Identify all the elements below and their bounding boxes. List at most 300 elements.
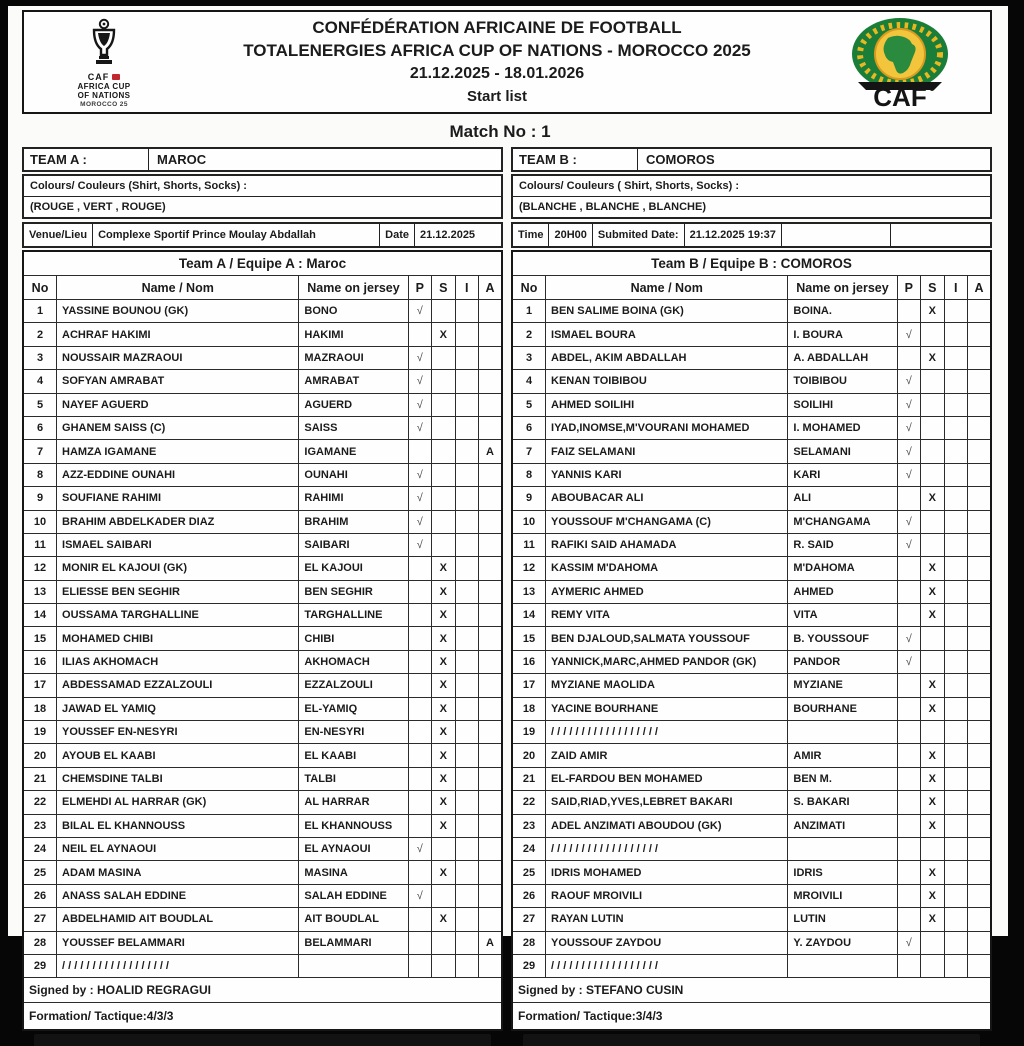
player-row bbox=[512, 884, 991, 907]
mark-p bbox=[897, 767, 920, 790]
mark-a bbox=[968, 580, 992, 603]
mark-i bbox=[944, 346, 967, 369]
player-row bbox=[23, 346, 502, 369]
player-name: YANNICK,MARC,AHMED PANDOR (GK) bbox=[546, 650, 788, 673]
mark-a bbox=[479, 323, 503, 346]
player-name: FAIZ SELAMANI bbox=[546, 440, 788, 463]
team-a-table-title-row bbox=[23, 251, 502, 276]
mark-p bbox=[408, 580, 431, 603]
jersey-name: AIT BOUDLAL bbox=[299, 908, 408, 931]
player-row bbox=[512, 954, 991, 977]
team-b-info bbox=[511, 147, 992, 248]
mark-p: √ bbox=[897, 323, 920, 346]
mark-s: X bbox=[432, 744, 455, 767]
mark-s: X bbox=[432, 767, 455, 790]
team-b-column-headers bbox=[512, 276, 991, 300]
mark-i bbox=[455, 954, 478, 977]
player-row bbox=[23, 884, 502, 907]
mark-s: X bbox=[432, 604, 455, 627]
player-name: GHANEM SAISS (C) bbox=[57, 416, 299, 439]
player-name: JAWAD EL YAMIQ bbox=[57, 697, 299, 720]
jersey-name: I. BOURA bbox=[788, 323, 897, 346]
mark-p bbox=[408, 440, 431, 463]
mark-s: X bbox=[432, 908, 455, 931]
team-b-table-title: Team B / Equipe B : COMOROS bbox=[512, 251, 991, 276]
mark-s bbox=[432, 346, 455, 369]
player-row bbox=[23, 931, 502, 954]
player-name: BEN DJALOUD,SALMATA YOUSSOUF bbox=[546, 627, 788, 650]
mark-i bbox=[944, 721, 967, 744]
mark-p bbox=[408, 323, 431, 346]
mark-i bbox=[455, 580, 478, 603]
mark-s: X bbox=[921, 580, 944, 603]
mark-p bbox=[408, 674, 431, 697]
afcon-logo bbox=[24, 16, 184, 109]
player-name: / / / / / / / / / / / / / / / / / / bbox=[546, 837, 788, 860]
mark-a bbox=[479, 533, 503, 556]
mark-i bbox=[944, 557, 967, 580]
mark-i bbox=[455, 604, 478, 627]
mark-i bbox=[455, 323, 478, 346]
jersey-name: AMRABAT bbox=[299, 370, 408, 393]
mark-a bbox=[479, 721, 503, 744]
match-number: Match No : 1 bbox=[449, 122, 551, 141]
player-number: 12 bbox=[23, 557, 57, 580]
team-a-colours-value: (ROUGE , VERT , ROUGE) bbox=[30, 201, 166, 213]
col-a: A bbox=[968, 276, 992, 300]
mark-s: X bbox=[921, 861, 944, 884]
player-row bbox=[23, 580, 502, 603]
player-name: AZZ-EDDINE OUNAHI bbox=[57, 463, 299, 486]
team-b-colours-box bbox=[511, 174, 992, 219]
jersey-name: M'CHANGAMA bbox=[788, 510, 897, 533]
mark-i bbox=[944, 604, 967, 627]
player-number: 10 bbox=[512, 510, 546, 533]
player-number: 3 bbox=[512, 346, 546, 369]
player-number: 1 bbox=[512, 300, 546, 323]
mark-a bbox=[479, 884, 503, 907]
col-no: No bbox=[512, 276, 546, 300]
jersey-name: EL KHANNOUSS bbox=[299, 814, 408, 837]
mark-i bbox=[944, 533, 967, 556]
mark-s bbox=[921, 510, 944, 533]
venue-value: Complexe Sportif Prince Moulay Abdallah bbox=[93, 224, 380, 246]
mark-i bbox=[455, 416, 478, 439]
tournament-title: TOTALENERGIES AFRICA CUP OF NATIONS - MOROCCO 2025 bbox=[243, 40, 751, 60]
jersey-name: TARGHALLINE bbox=[299, 604, 408, 627]
player-name: / / / / / / / / / / / / / / / / / / bbox=[546, 721, 788, 744]
mark-s bbox=[921, 533, 944, 556]
venue-label: Venue/Lieu bbox=[24, 224, 93, 246]
mark-a bbox=[479, 463, 503, 486]
player-name: RAYAN LUTIN bbox=[546, 908, 788, 931]
mark-s: X bbox=[432, 861, 455, 884]
mark-s: X bbox=[432, 721, 455, 744]
jersey-name: ALI bbox=[788, 487, 897, 510]
team-a-label: TEAM A : bbox=[24, 149, 149, 170]
player-name: IYAD,INOMSE,M'VOURANI MOHAMED bbox=[546, 416, 788, 439]
player-row bbox=[23, 463, 502, 486]
player-number: 18 bbox=[23, 697, 57, 720]
player-name: ANASS SALAH EDDINE bbox=[57, 884, 299, 907]
mark-i bbox=[455, 721, 478, 744]
mark-p bbox=[897, 721, 920, 744]
afcon-logo-line3: MOROCCO 25 bbox=[80, 100, 128, 108]
mark-a bbox=[968, 323, 992, 346]
player-number: 5 bbox=[23, 393, 57, 416]
player-number: 13 bbox=[23, 580, 57, 603]
mark-s bbox=[921, 393, 944, 416]
player-name: YANNIS KARI bbox=[546, 463, 788, 486]
player-row bbox=[23, 487, 502, 510]
time-value: 20H00 bbox=[549, 224, 592, 246]
player-row bbox=[512, 861, 991, 884]
player-number: 2 bbox=[512, 323, 546, 346]
mark-i bbox=[455, 627, 478, 650]
col-p: P bbox=[408, 276, 431, 300]
mark-p: √ bbox=[897, 416, 920, 439]
player-row bbox=[512, 580, 991, 603]
mark-a bbox=[479, 814, 503, 837]
time-row bbox=[511, 222, 992, 248]
mark-s: X bbox=[921, 791, 944, 814]
date-label: Date bbox=[380, 224, 415, 246]
player-number: 2 bbox=[23, 323, 57, 346]
mark-a bbox=[479, 416, 503, 439]
player-number: 27 bbox=[23, 908, 57, 931]
jersey-name: BRAHIM bbox=[299, 510, 408, 533]
time-label: Time bbox=[513, 224, 549, 246]
player-name: CHEMSDINE TALBI bbox=[57, 767, 299, 790]
col-name: Name / Nom bbox=[546, 276, 788, 300]
team-a-signed-row bbox=[23, 978, 502, 1003]
player-name: MOHAMED CHIBI bbox=[57, 627, 299, 650]
mark-i bbox=[944, 416, 967, 439]
mark-i bbox=[455, 814, 478, 837]
player-name: ABDESSAMAD EZZALZOULI bbox=[57, 674, 299, 697]
player-row bbox=[512, 604, 991, 627]
col-a: A bbox=[479, 276, 503, 300]
document-header bbox=[22, 10, 992, 114]
team-b-colours-value: (BLANCHE , BLANCHE , BLANCHE) bbox=[519, 201, 706, 213]
mark-a bbox=[968, 697, 992, 720]
mark-p: √ bbox=[408, 837, 431, 860]
player-row bbox=[23, 791, 502, 814]
player-number: 23 bbox=[512, 814, 546, 837]
mark-s: X bbox=[921, 908, 944, 931]
morocco-flag-icon bbox=[112, 74, 120, 80]
mark-i bbox=[455, 440, 478, 463]
mark-a bbox=[968, 791, 992, 814]
jersey-name: SAISS bbox=[299, 416, 408, 439]
player-row bbox=[23, 744, 502, 767]
mark-s: X bbox=[921, 300, 944, 323]
mark-p bbox=[408, 557, 431, 580]
mark-a bbox=[479, 650, 503, 673]
mark-p bbox=[897, 861, 920, 884]
jersey-name: EZZALZOULI bbox=[299, 674, 408, 697]
player-name: YOUSSEF BELAMMARI bbox=[57, 931, 299, 954]
team-a-formation-row bbox=[23, 1003, 502, 1031]
jersey-name: PANDOR bbox=[788, 650, 897, 673]
mark-p bbox=[897, 908, 920, 931]
mark-p: √ bbox=[897, 463, 920, 486]
mark-s bbox=[432, 533, 455, 556]
start-list-document bbox=[8, 6, 1008, 1024]
mark-i bbox=[455, 557, 478, 580]
mark-p: √ bbox=[408, 487, 431, 510]
player-name: ELIESSE BEN SEGHIR bbox=[57, 580, 299, 603]
mark-i bbox=[455, 791, 478, 814]
mark-s: X bbox=[921, 697, 944, 720]
player-number: 21 bbox=[23, 767, 57, 790]
mark-p: √ bbox=[408, 510, 431, 533]
player-row bbox=[512, 650, 991, 673]
jersey-name: EN-NESYRI bbox=[299, 721, 408, 744]
mark-a bbox=[968, 744, 992, 767]
team-b-label: TEAM B : bbox=[513, 149, 638, 170]
mark-s bbox=[921, 440, 944, 463]
jersey-name: A. ABDALLAH bbox=[788, 346, 897, 369]
mark-i bbox=[944, 323, 967, 346]
mark-p bbox=[897, 674, 920, 697]
mark-p: √ bbox=[897, 533, 920, 556]
mark-i bbox=[944, 837, 967, 860]
next-section-header-bar bbox=[523, 1034, 980, 1046]
mark-a bbox=[479, 954, 503, 977]
player-number: 19 bbox=[512, 721, 546, 744]
mark-a bbox=[479, 604, 503, 627]
player-number: 26 bbox=[23, 884, 57, 907]
jersey-name: MASINA bbox=[299, 861, 408, 884]
player-number: 28 bbox=[23, 931, 57, 954]
player-row bbox=[512, 300, 991, 323]
mark-a bbox=[479, 300, 503, 323]
mark-i bbox=[944, 370, 967, 393]
mark-p: √ bbox=[408, 533, 431, 556]
player-name: RAFIKI SAID AHAMADA bbox=[546, 533, 788, 556]
player-name: BEN SALIME BOINA (GK) bbox=[546, 300, 788, 323]
mark-i bbox=[455, 674, 478, 697]
jersey-name: AKHOMACH bbox=[299, 650, 408, 673]
mark-i bbox=[944, 767, 967, 790]
mark-i bbox=[455, 510, 478, 533]
mark-p bbox=[408, 650, 431, 673]
mark-i bbox=[944, 627, 967, 650]
player-number: 11 bbox=[512, 533, 546, 556]
mark-a bbox=[968, 674, 992, 697]
mark-p: √ bbox=[897, 440, 920, 463]
mark-i bbox=[944, 931, 967, 954]
jersey-name: ANZIMATI bbox=[788, 814, 897, 837]
tournament-dates: 21.12.2025 - 18.01.2026 bbox=[409, 64, 585, 82]
player-number: 17 bbox=[23, 674, 57, 697]
team-b-formation-row bbox=[512, 1003, 991, 1031]
caf-emblem-icon bbox=[840, 16, 960, 112]
mark-s bbox=[432, 300, 455, 323]
next-section-header-bar bbox=[34, 1034, 491, 1046]
mark-s: X bbox=[921, 767, 944, 790]
player-row bbox=[512, 721, 991, 744]
mark-a bbox=[968, 931, 992, 954]
jersey-name: BOURHANE bbox=[788, 697, 897, 720]
player-name: SOUFIANE RAHIMI bbox=[57, 487, 299, 510]
mark-i bbox=[455, 650, 478, 673]
player-number: 9 bbox=[512, 487, 546, 510]
mark-s: X bbox=[432, 697, 455, 720]
mark-p: √ bbox=[408, 370, 431, 393]
player-name: NEIL EL AYNAOUI bbox=[57, 837, 299, 860]
mark-a bbox=[479, 487, 503, 510]
mark-i bbox=[944, 487, 967, 510]
player-name: KENAN TOIBIBOU bbox=[546, 370, 788, 393]
player-row bbox=[512, 323, 991, 346]
team-a-colours-box bbox=[22, 174, 503, 219]
jersey-name: B. YOUSSOUF bbox=[788, 627, 897, 650]
jersey-name: EL KAABI bbox=[299, 744, 408, 767]
mark-i bbox=[944, 510, 967, 533]
mark-a bbox=[968, 557, 992, 580]
player-row bbox=[512, 814, 991, 837]
player-row bbox=[23, 393, 502, 416]
player-name: SAID,RIAD,YVES,LEBRET BAKARI bbox=[546, 791, 788, 814]
submitted-value: 21.12.2025 19:37 bbox=[685, 224, 782, 246]
jersey-name: IDRIS bbox=[788, 861, 897, 884]
mark-i bbox=[455, 463, 478, 486]
mark-i bbox=[455, 908, 478, 931]
mark-p bbox=[897, 604, 920, 627]
mark-a bbox=[968, 440, 992, 463]
player-name: ELMEHDI AL HARRAR (GK) bbox=[57, 791, 299, 814]
jersey-name: RAHIMI bbox=[299, 487, 408, 510]
col-name: Name / Nom bbox=[57, 276, 299, 300]
player-row bbox=[23, 650, 502, 673]
player-name: HAMZA IGAMANE bbox=[57, 440, 299, 463]
team-b-row bbox=[511, 147, 992, 172]
mark-a bbox=[968, 954, 992, 977]
mark-p: √ bbox=[897, 370, 920, 393]
mark-i bbox=[455, 861, 478, 884]
mark-a bbox=[479, 510, 503, 533]
player-number: 12 bbox=[512, 557, 546, 580]
mark-a bbox=[479, 767, 503, 790]
jersey-name: I. MOHAMED bbox=[788, 416, 897, 439]
player-number: 1 bbox=[23, 300, 57, 323]
player-number: 27 bbox=[512, 908, 546, 931]
mark-s: X bbox=[921, 604, 944, 627]
jersey-name: BELAMMARI bbox=[299, 931, 408, 954]
player-name: ISMAEL SAIBARI bbox=[57, 533, 299, 556]
mark-p bbox=[897, 697, 920, 720]
mark-s: X bbox=[432, 791, 455, 814]
mark-i bbox=[944, 884, 967, 907]
player-name: KASSIM M'DAHOMA bbox=[546, 557, 788, 580]
player-name: EL-FARDOU BEN MOHAMED bbox=[546, 767, 788, 790]
mark-a bbox=[968, 346, 992, 369]
player-name: YACINE BOURHANE bbox=[546, 697, 788, 720]
mark-a bbox=[479, 580, 503, 603]
player-row bbox=[23, 416, 502, 439]
mark-a bbox=[968, 533, 992, 556]
jersey-name: SOILIHI bbox=[788, 393, 897, 416]
mark-a bbox=[968, 861, 992, 884]
mark-a bbox=[968, 721, 992, 744]
mark-a bbox=[968, 604, 992, 627]
mark-p: √ bbox=[408, 300, 431, 323]
jersey-name: BEN M. bbox=[788, 767, 897, 790]
mark-i bbox=[455, 393, 478, 416]
mark-i bbox=[944, 393, 967, 416]
player-row bbox=[512, 627, 991, 650]
empty-cell bbox=[891, 224, 990, 246]
mark-s bbox=[921, 370, 944, 393]
jersey-name: MROIVILI bbox=[788, 884, 897, 907]
jersey-name: AHMED bbox=[788, 580, 897, 603]
mark-a bbox=[968, 908, 992, 931]
player-number: 20 bbox=[23, 744, 57, 767]
mark-s bbox=[432, 931, 455, 954]
player-number: 25 bbox=[23, 861, 57, 884]
team-b-name: COMOROS bbox=[646, 152, 715, 167]
player-number: 15 bbox=[512, 627, 546, 650]
col-jersey: Name on jersey bbox=[299, 276, 408, 300]
player-row bbox=[23, 627, 502, 650]
player-name: ILIAS AKHOMACH bbox=[57, 650, 299, 673]
player-row bbox=[512, 744, 991, 767]
roster-tables bbox=[22, 250, 992, 1046]
jersey-name: M'DAHOMA bbox=[788, 557, 897, 580]
mark-s bbox=[432, 954, 455, 977]
col-jersey: Name on jersey bbox=[788, 276, 897, 300]
team-a-column-headers bbox=[23, 276, 502, 300]
team-a-name: MAROC bbox=[157, 152, 207, 167]
team-b-signed-by: Signed by : STEFANO CUSIN bbox=[512, 978, 991, 1003]
mark-p bbox=[408, 744, 431, 767]
player-name: ADEL ANZIMATI ABOUDOU (GK) bbox=[546, 814, 788, 837]
team-a-colours-label: Colours/ Couleurs (Shirt, Shorts, Socks) : bbox=[24, 176, 501, 197]
player-name: YOUSSOUF M'CHANGAMA (C) bbox=[546, 510, 788, 533]
col-i: I bbox=[944, 276, 967, 300]
player-number: 14 bbox=[23, 604, 57, 627]
mark-p bbox=[897, 954, 920, 977]
mark-a bbox=[479, 861, 503, 884]
player-name: NOUSSAIR MAZRAOUI bbox=[57, 346, 299, 369]
player-number: 17 bbox=[512, 674, 546, 697]
player-row bbox=[512, 674, 991, 697]
player-name: ZAID AMIR bbox=[546, 744, 788, 767]
team-b-table-title-row bbox=[512, 251, 991, 276]
mark-i bbox=[455, 370, 478, 393]
mark-p bbox=[408, 908, 431, 931]
mark-a: A bbox=[479, 931, 503, 954]
mark-s bbox=[921, 627, 944, 650]
col-s: S bbox=[921, 276, 944, 300]
mark-a bbox=[479, 346, 503, 369]
mark-p bbox=[408, 721, 431, 744]
mark-p: √ bbox=[408, 884, 431, 907]
mark-i bbox=[944, 463, 967, 486]
col-i: I bbox=[455, 276, 478, 300]
mark-p bbox=[897, 346, 920, 369]
mark-p bbox=[897, 814, 920, 837]
mark-p bbox=[408, 604, 431, 627]
player-name: / / / / / / / / / / / / / / / / / / bbox=[546, 954, 788, 977]
mark-a bbox=[479, 791, 503, 814]
player-number: 9 bbox=[23, 487, 57, 510]
player-number: 24 bbox=[512, 837, 546, 860]
player-name: YOUSSOUF ZAYDOU bbox=[546, 931, 788, 954]
mark-a bbox=[968, 300, 992, 323]
